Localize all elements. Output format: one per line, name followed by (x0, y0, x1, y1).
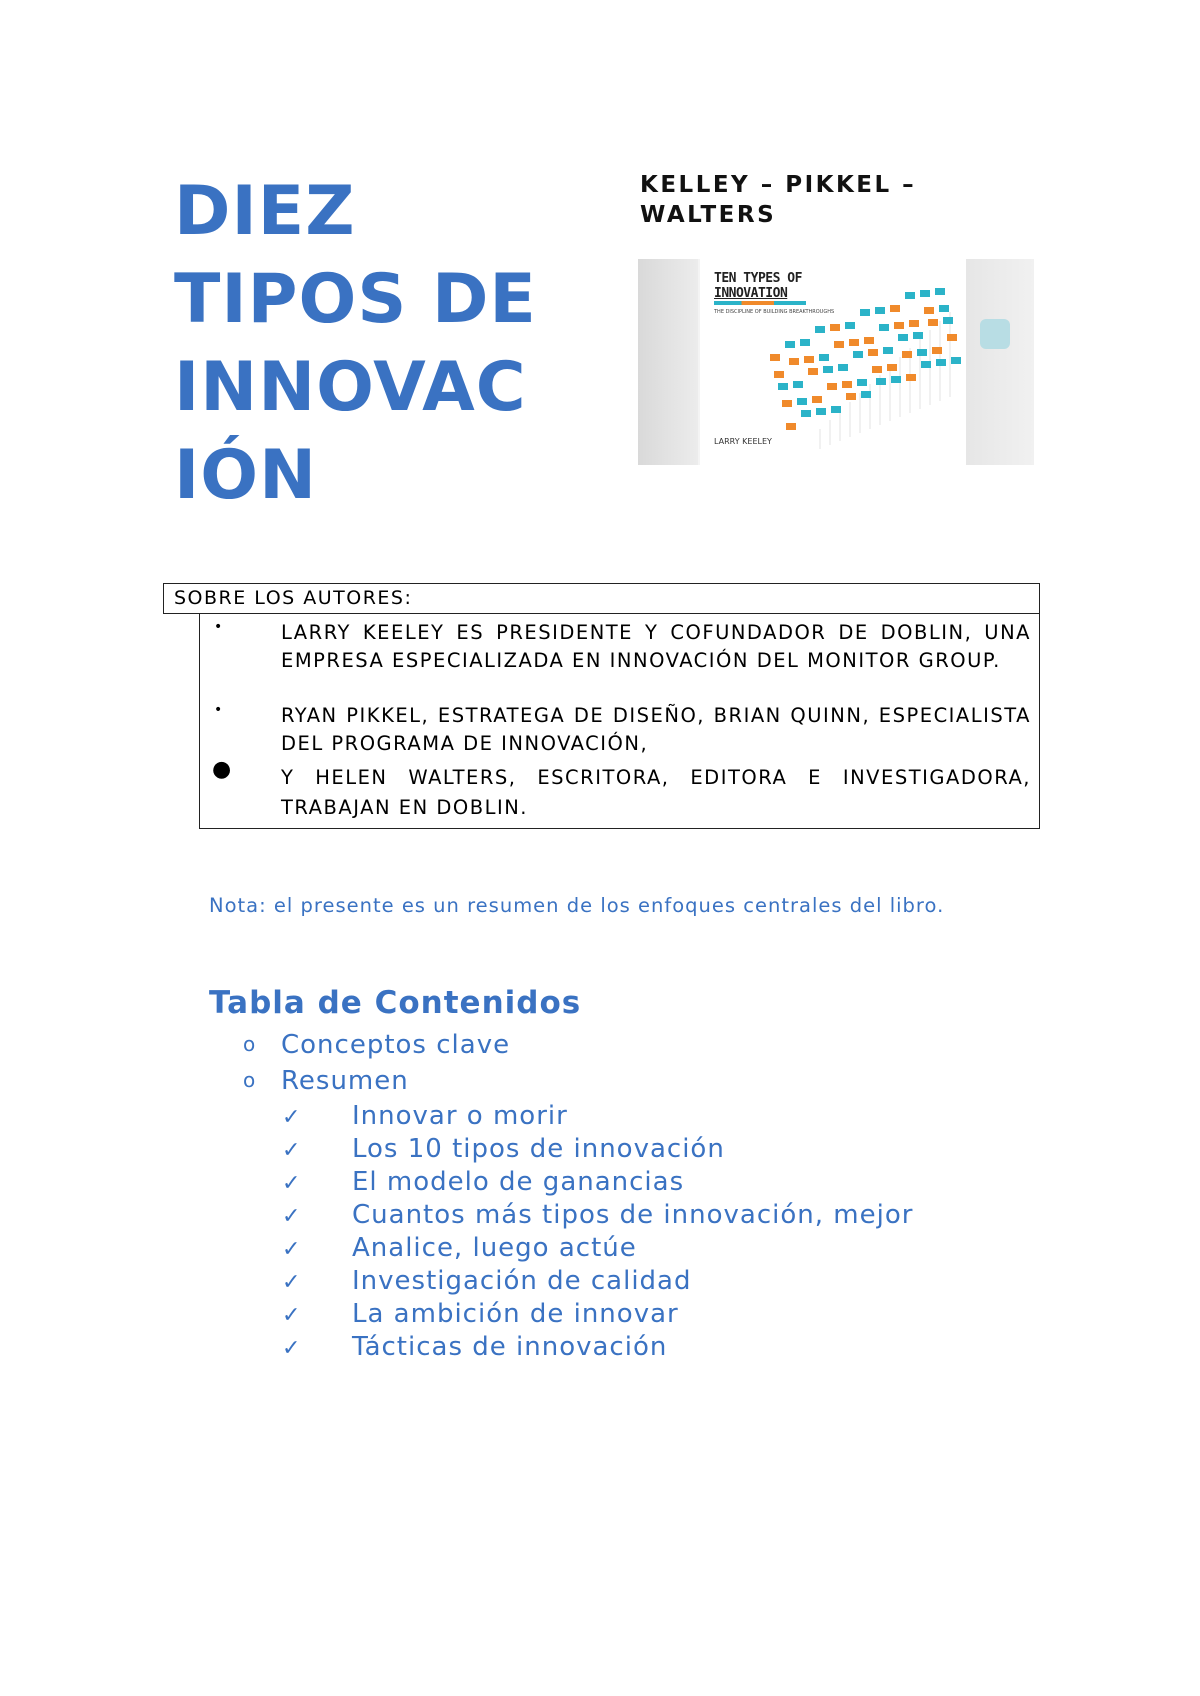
document-title (174, 168, 574, 520)
book-cover (700, 259, 966, 465)
cover-cube (800, 339, 810, 346)
toc-subitem[interactable]: ✓ Tácticas de innovación (282, 1332, 668, 1362)
cover-cube (857, 379, 867, 386)
cover-cube (823, 366, 833, 373)
cover-cube (883, 347, 893, 354)
title-line: TIPOS DE (174, 260, 537, 339)
bullet-icon: • (214, 702, 223, 718)
cover-cube (816, 408, 826, 415)
cover-cube (906, 374, 916, 381)
bullet-icon: ● (212, 757, 232, 782)
check-icon: ✓ (282, 1138, 302, 1163)
cover-cube (879, 324, 889, 331)
cover-cube (905, 292, 915, 299)
note-text: Nota: el presente es un resumen de los enfoques centrales del libro. (209, 894, 945, 917)
cover-cube (808, 368, 818, 375)
cover-cube (891, 376, 901, 383)
check-icon: ✓ (282, 1237, 302, 1262)
authors-heading: KELLEY – PIKKEL – WALTERS (640, 172, 917, 228)
cover-cube (846, 393, 856, 400)
cover-blur-left (638, 259, 698, 465)
cover-cube (774, 371, 784, 378)
cover-cube (913, 332, 923, 339)
cover-cube (793, 381, 803, 388)
toc-subitem[interactable]: ✓ La ambición de innovar (282, 1299, 679, 1329)
cover-cube (797, 398, 807, 405)
cover-cube (898, 334, 908, 341)
cover-cube (947, 334, 957, 341)
cover-cube (902, 351, 912, 358)
toc-title: Tabla de Contenidos (209, 985, 582, 1021)
toc-subitem[interactable]: ✓ Cuantos más tipos de innovación, mejor (282, 1200, 914, 1230)
cover-cube (935, 288, 945, 295)
cover-cube (864, 337, 874, 344)
toc-subitem[interactable]: ✓ El modelo de ganancias (282, 1167, 685, 1197)
cover-cube (894, 322, 904, 329)
cover-cube (770, 354, 780, 361)
cover-cube (845, 322, 855, 329)
toc-subitem[interactable]: ✓ Analice, luego actúe (282, 1233, 637, 1263)
cover-blur-right (966, 259, 1034, 465)
cover-cube (861, 391, 871, 398)
cover-cube (868, 349, 878, 356)
cover-cube (819, 354, 829, 361)
cover-cube (785, 341, 795, 348)
cover-author: LARRY KEELEY (714, 437, 772, 446)
cover-cube (812, 396, 822, 403)
cover-cube (786, 423, 796, 430)
cover-cube (921, 361, 931, 368)
cover-cube (887, 364, 897, 371)
cover-cube (853, 351, 863, 358)
cover-cube (860, 309, 870, 316)
toc-subitem[interactable]: ✓ Investigación de calidad (282, 1266, 692, 1296)
cover-cube (909, 320, 919, 327)
cover-cube (920, 290, 930, 297)
about-authors-heading: SOBRE LOS AUTORES: (163, 583, 1040, 614)
cover-cube (849, 339, 859, 346)
cover-cube (842, 381, 852, 388)
circle-bullet-icon: o (243, 1032, 257, 1056)
bullet-icon: • (214, 619, 223, 635)
title-line: DIEZ (174, 172, 356, 251)
cover-subtitle: THE DISCIPLINE OF BUILDING BREAKTHROUGHS (714, 309, 835, 315)
cover-cube (804, 356, 814, 363)
check-icon: ✓ (282, 1303, 302, 1328)
cover-cube (876, 378, 886, 385)
cover-cube (801, 410, 811, 417)
cover-cube (778, 383, 788, 390)
about-authors-list: • LARRY KEELEY ES PRESIDENTE Y COFUNDADOR DE DOBLIN, UNA EMPRESA ESPECIALIZADA EN INNOVACIÓN DEL MONITOR GROUP. • RYAN PIKKEL, ESTRATEGA DE DISEÑO, BRIAN QUINN, ESPECIALISTA DEL PROGRAMA DE INNOVACIÓN, ● Y HELEN WALTERS, ESCRITORA, EDITORA E INVESTIGADORA, TRABAJAN EN DOBLIN. (199, 613, 1040, 829)
check-icon: ✓ (282, 1105, 302, 1130)
cover-cube (932, 347, 942, 354)
cover-cube (830, 324, 840, 331)
cover-cube (838, 364, 848, 371)
check-icon: ✓ (282, 1171, 302, 1196)
cover-cube (782, 400, 792, 407)
cover-cube (834, 341, 844, 348)
cover-cube (831, 406, 841, 413)
cover-cube (943, 317, 953, 324)
cover-cube (951, 357, 961, 364)
cover-cube (928, 319, 938, 326)
cover-title: TEN TYPES OF INNOVATION (714, 271, 802, 301)
check-icon: ✓ (282, 1336, 302, 1361)
cover-cube (924, 307, 934, 314)
check-icon: ✓ (282, 1204, 302, 1229)
toc-subitem[interactable]: ✓ Los 10 tipos de innovación (282, 1134, 725, 1164)
cover-cube (890, 305, 900, 312)
cover-cube (939, 305, 949, 312)
book-cover-image (638, 259, 1034, 465)
title-line: IÓN (174, 436, 318, 515)
cover-cube (827, 383, 837, 390)
circle-bullet-icon: o (243, 1068, 257, 1092)
cover-cube (875, 307, 885, 314)
cover-cube (872, 366, 882, 373)
cover-cube (936, 359, 946, 366)
toc-item-resumen[interactable]: o Resumen (243, 1066, 409, 1096)
toc-item-conceptos-clave[interactable]: o Conceptos clave (243, 1030, 511, 1060)
toc-subitem[interactable]: ✓ Innovar o morir (282, 1101, 568, 1131)
cover-cube (789, 358, 799, 365)
cover-cube (815, 326, 825, 333)
title-line: INNOVAC (174, 348, 527, 427)
cover-cube (917, 349, 927, 356)
cover-cube-graphic (700, 259, 966, 465)
check-icon: ✓ (282, 1270, 302, 1295)
